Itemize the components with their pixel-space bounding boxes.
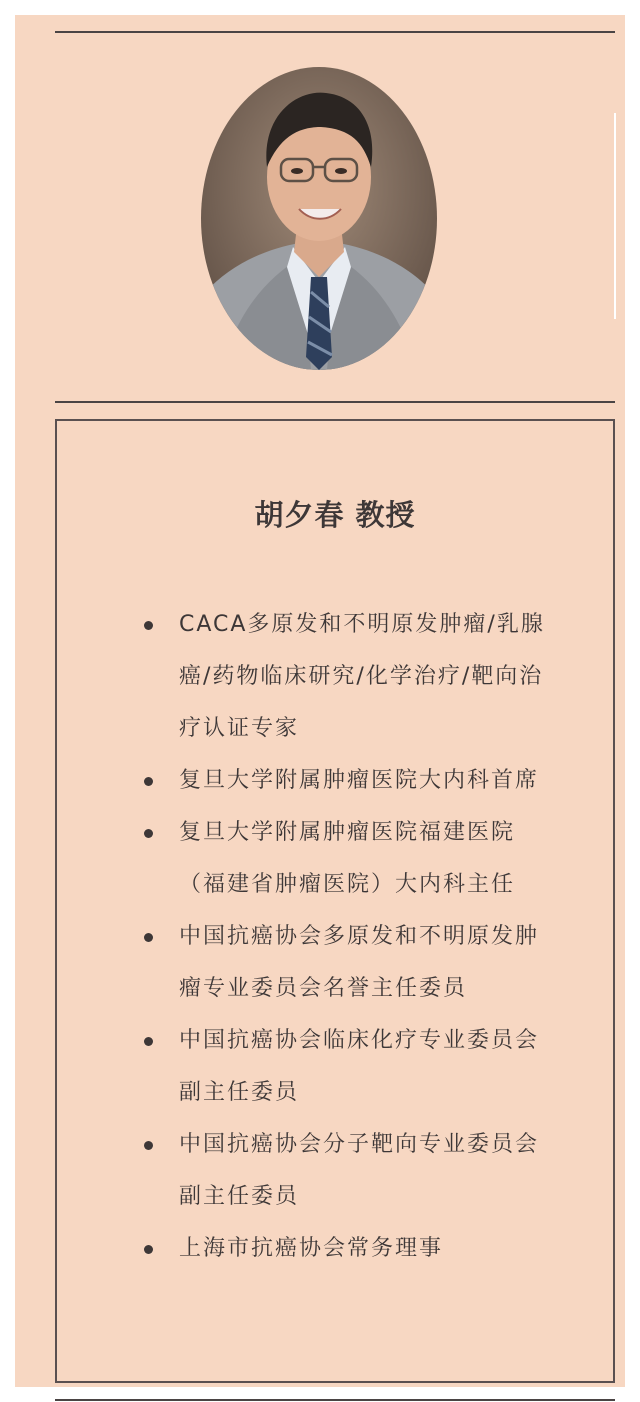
credential-text: 上海市抗癌协会常务理事 <box>179 1236 444 1261</box>
middle-divider <box>55 401 615 403</box>
list-item <box>142 1223 552 1275</box>
credential-text: 中国抗癌协会分子靶向专业委员会副主任委员 <box>179 1132 540 1209</box>
credential-text: 复旦大学附属肿瘤医院福建医院（福建省肿瘤医院）大内科主任 <box>179 820 516 897</box>
list-item <box>142 755 552 807</box>
list-item <box>142 911 552 1015</box>
portrait-photo <box>201 67 437 370</box>
bullet-icon <box>144 1245 153 1254</box>
list-item <box>142 1119 552 1223</box>
bottom-divider <box>55 1399 615 1401</box>
bullet-icon <box>144 1037 153 1046</box>
bullet-icon <box>144 829 153 838</box>
list-item <box>142 807 552 911</box>
bio-box <box>55 419 615 1383</box>
scroll-indicator <box>614 113 616 319</box>
credential-text: 中国抗癌协会多原发和不明原发肿瘤专业委员会名誉主任委员 <box>179 924 540 1001</box>
list-item <box>142 1015 552 1119</box>
credentials-list <box>142 599 552 1275</box>
credential-text: 复旦大学附属肿瘤医院大内科首席 <box>179 768 540 793</box>
bullet-icon <box>144 621 153 630</box>
bullet-icon <box>144 933 153 942</box>
bullet-icon <box>144 1141 153 1150</box>
profile-card <box>15 15 625 1387</box>
credential-text: CACA多原发和不明原发肿瘤/乳腺癌/药物临床研究/化学治疗/靶向治疗认证专家 <box>179 612 545 741</box>
credential-text: 中国抗癌协会临床化疗专业委员会副主任委员 <box>179 1028 540 1105</box>
list-item <box>142 599 552 755</box>
portrait-image <box>201 67 437 370</box>
profile-name: 胡夕春 教授 <box>254 498 416 532</box>
bullet-icon <box>144 777 153 786</box>
top-divider <box>55 31 615 33</box>
